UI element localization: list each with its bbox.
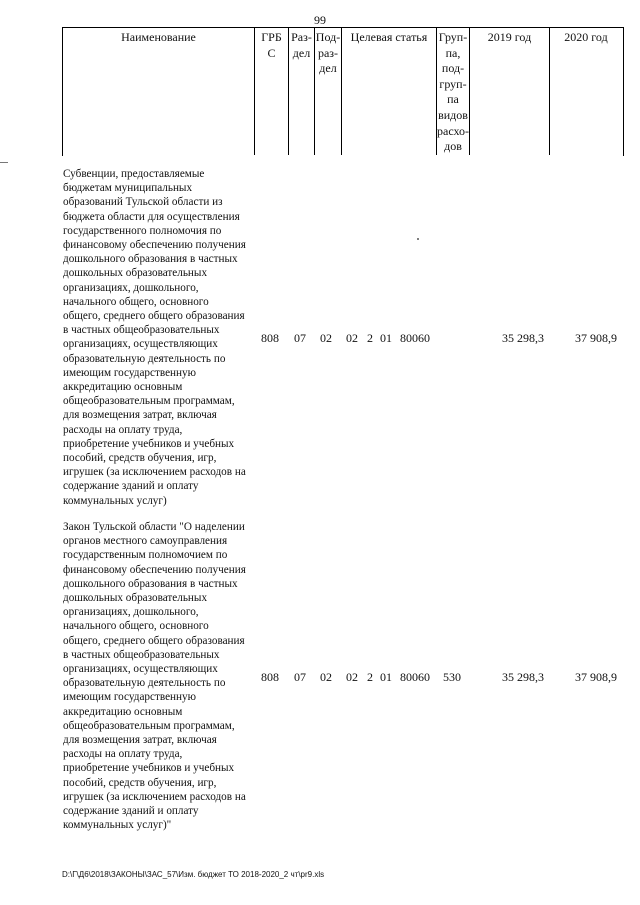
row-2-value-2019: 35 298,3 bbox=[502, 670, 544, 684]
column-divider bbox=[549, 27, 550, 155]
row-2-target-direction: 80060 bbox=[400, 670, 430, 684]
row-2-group: 530 bbox=[443, 670, 461, 684]
column-divider bbox=[341, 27, 342, 155]
row-2-description: Закон Тульской области "О наделении органов местного самоуправления государственным полномочием по финансовому обеспечению получения дошкольного образования в частных дошкольных образовательных организациях, дошкольного, начального общего, основного общего, среднего общего образования в частных общеобразовательных организациях, осуществляющих образовательную деятельность по имеющим государственную аккредитацию основным общеобразовательным программам, для возмещения затрат, включая расходы на оплату труда, приобретение учебников и учебных пособий, средств обучения, игр, игрушек (за исключением расходов на содержание зданий и оплату коммунальных услуг)" bbox=[63, 521, 246, 832]
file-path-footer: D:\Г\Д6\2018\ЗАКОНЫ\ЗАС_57\Изм. бюджет ТО 2018-2020_2 чт\pr9.xls bbox=[62, 870, 325, 879]
row-2-target-event: 01 bbox=[380, 670, 392, 684]
header-target: Целевая статья bbox=[350, 30, 428, 44]
row-1-value-2020: 37 908,9 bbox=[575, 331, 617, 345]
row-1-target-direction: 80060 bbox=[400, 331, 430, 345]
row-2-podrazdel: 02 bbox=[320, 670, 332, 684]
page-number: 99 bbox=[314, 13, 326, 27]
row-1-podrazdel: 02 bbox=[320, 331, 332, 345]
row-1-target-subprogram: 2 bbox=[367, 331, 373, 345]
header-grbs: ГРБ С bbox=[261, 30, 282, 60]
row-1-target-event: 01 bbox=[380, 331, 392, 345]
scan-speck bbox=[417, 238, 419, 240]
row-2-value-2020: 37 908,9 bbox=[575, 670, 617, 684]
row-1-grbs: 808 bbox=[261, 331, 279, 345]
row-2-target-subprogram: 2 bbox=[367, 670, 373, 684]
header-name: Наименование bbox=[121, 30, 196, 44]
table-header bbox=[62, 27, 624, 156]
row-1-value-2019: 35 298,3 bbox=[502, 331, 544, 345]
header-group: Груп- па, под- груп- па видов расхо- дов bbox=[437, 30, 470, 154]
header-2019: 2019 год bbox=[487, 30, 532, 44]
row-1-description: Субвенции, предоставляемые бюджетам муниципальных образований Тульской области из бюджета области для осуществления государственного полномочия по финансовому обеспечению получения дошкольного образования в частных дошкольных образовательных организациях, дошкольного, начального общего, основного общего, среднего общего образования в частных общеобразовательных организациях, осуществляющих образовательную деятельность по имеющим государственную аккредитацию основным общеобразовательным программам, для возмещения затрат, включая расходы на оплату труда, приобретение учебников и учебных пособий, средств обучения, игр, игрушек (за исключением расходов на содержание зданий и оплату коммунальных услуг) bbox=[63, 168, 246, 507]
row-2-target-program: 02 bbox=[346, 670, 358, 684]
column-divider bbox=[469, 27, 470, 155]
scan-mark bbox=[0, 162, 8, 163]
header-podrazdel: Под- раз- дел bbox=[315, 30, 341, 75]
row-1-razdel: 07 bbox=[294, 331, 306, 345]
row-2-razdel: 07 bbox=[294, 670, 306, 684]
row-2-grbs: 808 bbox=[261, 670, 279, 684]
row-1-target-program: 02 bbox=[346, 331, 358, 345]
header-razdel: Раз- дел bbox=[291, 30, 312, 60]
header-2020: 2020 год bbox=[564, 30, 608, 44]
